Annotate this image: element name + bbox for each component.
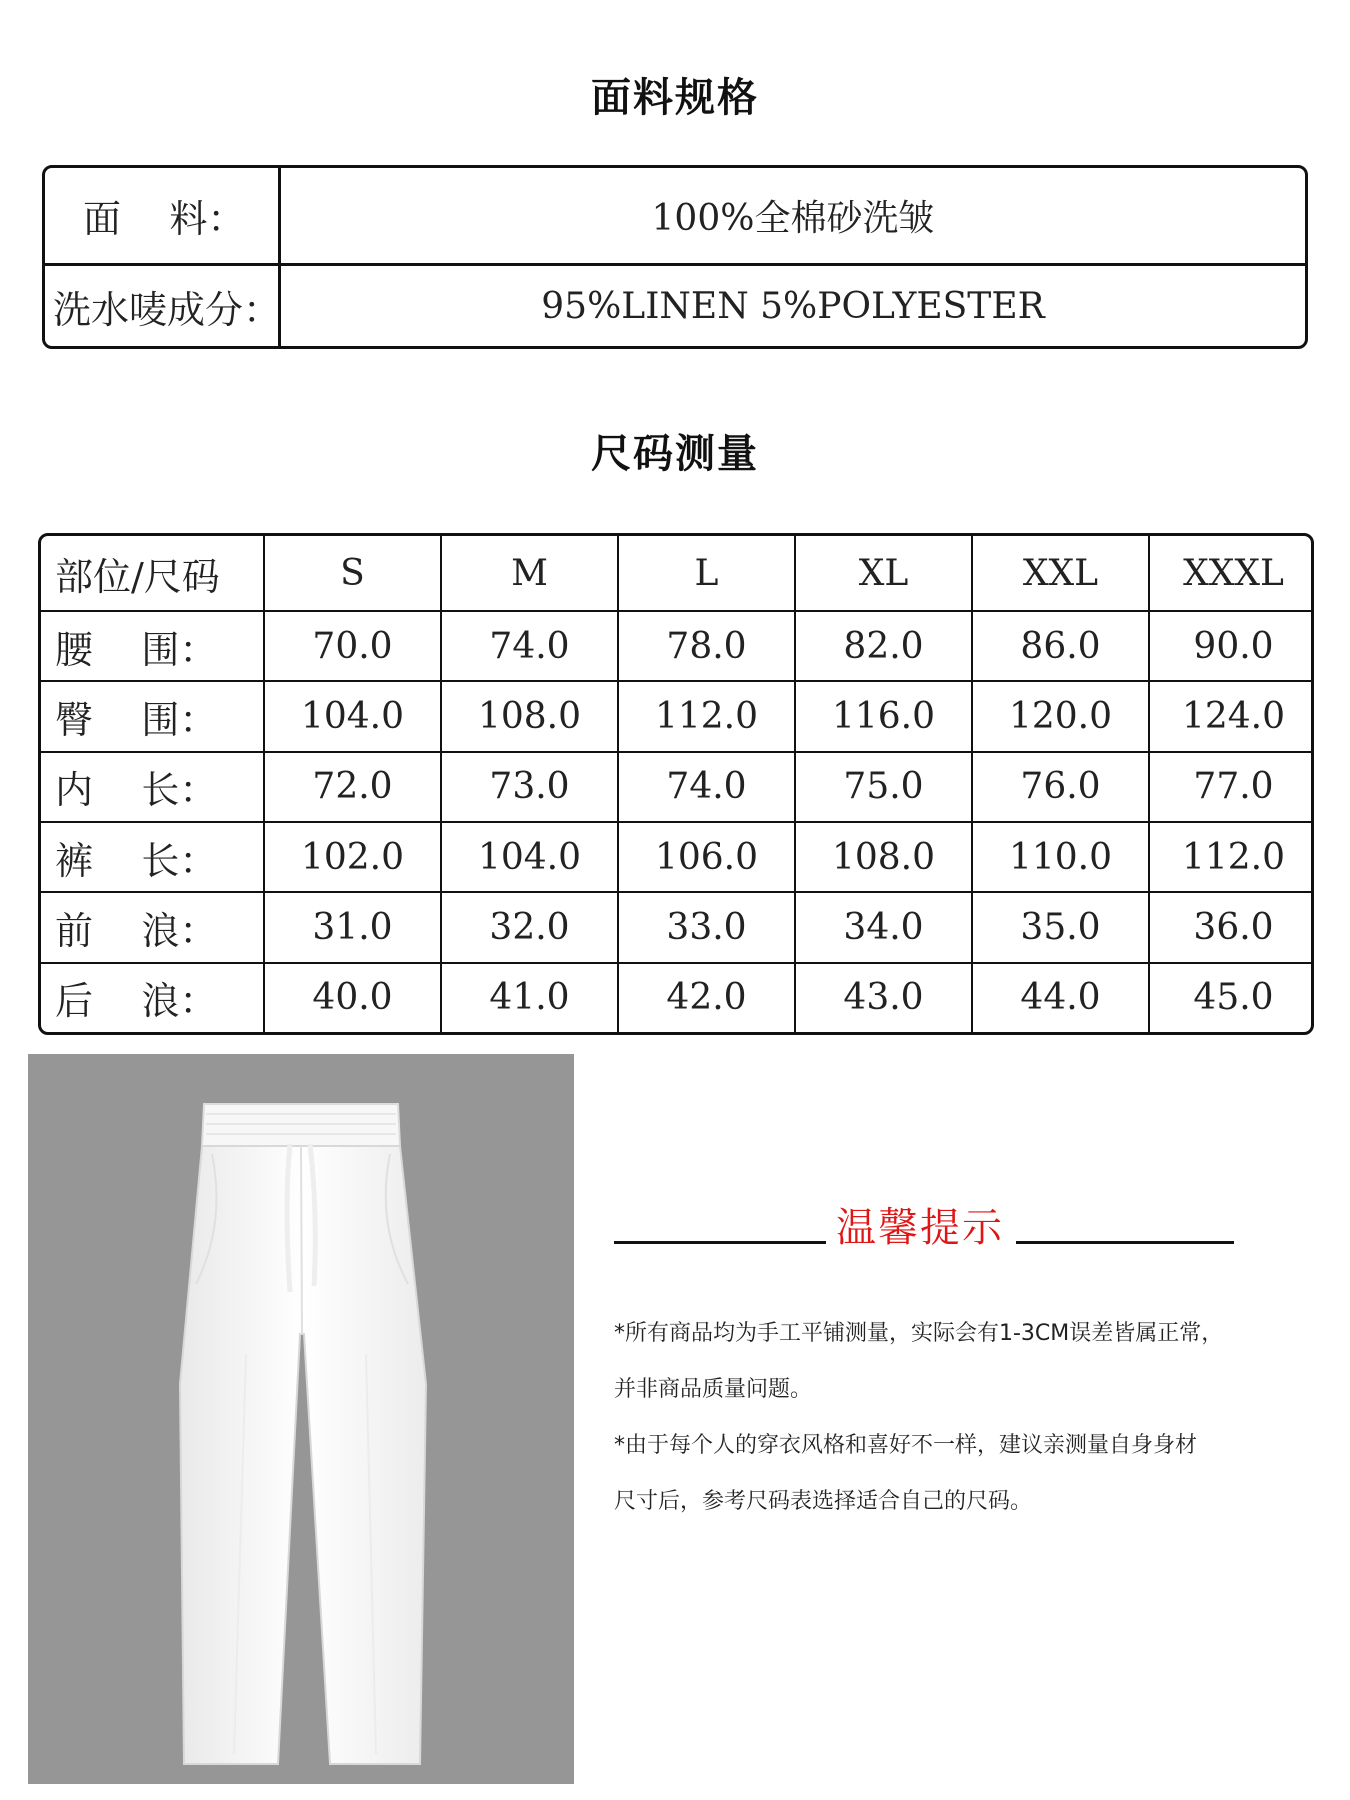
fabric-value-wash-label: 95%LINEN 5%POLYESTER [541,285,1045,327]
table-cell: 74.0 [441,611,618,681]
table-cell: 108.0 [795,822,972,892]
waistband [202,1104,400,1146]
table-row [41,892,1314,962]
table-row [41,752,1314,822]
table-cell: 74.0 [618,752,795,822]
header-cell-size: XL [795,536,972,611]
table-cell: 120.0 [972,681,1149,751]
product-image [28,1054,574,1784]
table-cell: 36.0 [1149,892,1314,962]
fabric-row-wash-label [45,266,1305,346]
table-cell: 78.0 [618,611,795,681]
table-cell: 90.0 [1149,611,1314,681]
table-cell: 86.0 [972,611,1149,681]
tips-title: 温馨提示 [836,1205,1004,1251]
table-cell: 104.0 [264,681,441,751]
table-row [41,822,1314,892]
table-cell: 31.0 [264,892,441,962]
table-cell: 42.0 [618,963,795,1032]
table-cell: 70.0 [264,611,441,681]
header-cell-size: XXL [972,536,1149,611]
table-row [41,611,1314,681]
row-label: 腰 围： [41,611,264,681]
fabric-row-material [45,168,1305,263]
row-label: 裤 长： [41,822,264,892]
fabric-section-title: 面料规格 [591,75,759,121]
pants-body [180,1146,426,1764]
fabric-value-material: 100%全棉砂洗皱 [651,198,935,239]
row-label: 臀 围： [41,681,264,751]
tip-line: 并非商品质量问题。 [614,1377,813,1402]
tip-line: *所有商品均为手工平铺测量，实际会有1-3CM误差皆属正常， [614,1321,1224,1346]
size-table-header-row [41,536,1314,611]
table-cell: 82.0 [795,611,972,681]
table-cell: 45.0 [1149,963,1314,1032]
table-cell: 35.0 [972,892,1149,962]
header-cell-size: XXXL [1149,536,1314,611]
row-label: 前 浪： [41,892,264,962]
row-label: 内 长： [41,752,264,822]
tips-line-right [1016,1241,1234,1244]
table-cell: 40.0 [264,963,441,1032]
table-cell: 73.0 [441,752,618,822]
pants-illustration [28,1054,574,1784]
table-cell: 32.0 [441,892,618,962]
table-row [41,681,1314,751]
fabric-label-material: 面 料： [45,168,281,263]
table-cell: 106.0 [618,822,795,892]
header-cell-size: S [264,536,441,611]
header-cell-part: 部位/尺码 [41,536,264,611]
table-cell: 34.0 [795,892,972,962]
table-cell: 116.0 [795,681,972,751]
row-label: 后 浪： [41,963,264,1032]
table-cell: 72.0 [264,752,441,822]
table-cell: 112.0 [1149,822,1314,892]
tips-line-left [614,1241,826,1244]
table-cell: 112.0 [618,681,795,751]
size-section-title: 尺码测量 [591,431,759,477]
table-cell: 41.0 [441,963,618,1032]
table-cell: 33.0 [618,892,795,962]
fabric-label-wash-label: 洗水唛成分： [45,266,281,346]
fabric-table [42,165,1308,349]
table-cell: 76.0 [972,752,1149,822]
table-cell: 124.0 [1149,681,1314,751]
table-cell: 110.0 [972,822,1149,892]
table-cell: 104.0 [441,822,618,892]
table-cell: 43.0 [795,963,972,1032]
table-cell: 77.0 [1149,752,1314,822]
header-cell-size: L [618,536,795,611]
tip-line: 尺寸后，参考尺码表选择适合自己的尺码。 [614,1489,1033,1514]
table-row [41,963,1314,1032]
table-cell: 75.0 [795,752,972,822]
header-cell-size: M [441,536,618,611]
table-cell: 102.0 [264,822,441,892]
tip-line: *由于每个人的穿衣风格和喜好不一样，建议亲测量自身身材 [614,1433,1198,1458]
table-cell: 44.0 [972,963,1149,1032]
size-table [38,533,1314,1035]
table-cell: 108.0 [441,681,618,751]
